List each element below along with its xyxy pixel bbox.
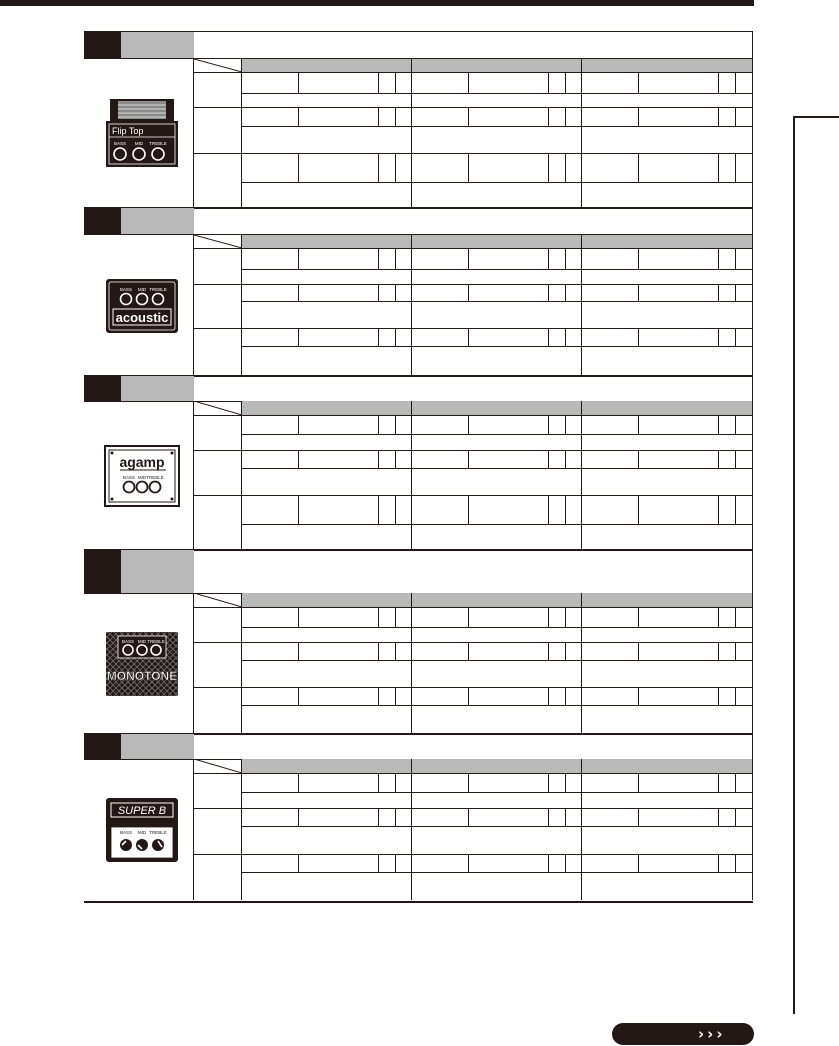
value-cell-divider	[718, 808, 719, 826]
value-cell-divider	[468, 773, 469, 792]
value-cell-divider	[378, 854, 379, 872]
amp-thumbnail	[104, 440, 180, 512]
value-cell-divider	[548, 328, 549, 346]
value-cell-group	[411, 72, 581, 93]
value-cell-divider	[378, 687, 379, 705]
value-cell-group	[411, 773, 581, 792]
row-label-column	[193, 759, 242, 900]
value-cell-divider	[735, 107, 736, 126]
amp-logo-text: acoustic	[115, 310, 169, 325]
column-header-1	[242, 401, 411, 415]
next-page-button[interactable]	[612, 1023, 754, 1045]
value-cell-divider	[468, 107, 469, 126]
amp-section-agamp	[84, 376, 753, 550]
value-cell-group	[581, 284, 752, 301]
column-header-2	[412, 235, 581, 248]
value-cell-divider	[298, 607, 299, 627]
value-cell-divider	[638, 808, 639, 826]
value-cell-divider	[468, 642, 469, 660]
knob-label: MID	[137, 639, 147, 644]
value-cell-group	[581, 153, 752, 182]
knob-label: BASS	[122, 475, 136, 480]
value-cell-divider	[395, 808, 396, 826]
value-cell-divider	[735, 153, 736, 182]
value-cell-divider	[565, 284, 566, 301]
value-cell-divider	[735, 72, 736, 93]
value-cell-divider	[638, 284, 639, 301]
column-divider	[411, 59, 412, 208]
value-cell-group	[411, 248, 581, 269]
column-divider	[411, 593, 412, 734]
sub-row-rule	[241, 434, 753, 435]
value-cell-divider	[468, 153, 469, 182]
monotone-amp-thumbnail	[104, 628, 180, 700]
value-cell-group	[241, 153, 411, 182]
value-cell-divider	[395, 450, 396, 468]
section-header-field	[194, 208, 753, 234]
value-cell-divider	[468, 607, 469, 627]
knob-label: BASS	[113, 141, 127, 146]
section-name-tab	[121, 376, 194, 401]
value-cell-divider	[395, 495, 396, 524]
column-divider	[411, 759, 412, 900]
value-cell-divider	[298, 642, 299, 660]
value-cell-divider	[378, 72, 379, 93]
value-cell-divider	[548, 687, 549, 705]
value-cell-divider	[718, 607, 719, 627]
value-cell-group	[241, 687, 411, 705]
value-cell-group	[411, 284, 581, 301]
value-cell-divider	[735, 773, 736, 792]
value-cell-group	[411, 854, 581, 872]
amp-logo-text: MONOTONE	[106, 669, 178, 683]
value-cell-divider	[735, 607, 736, 627]
value-cell-divider	[395, 248, 396, 269]
value-cell-divider	[565, 248, 566, 269]
value-cell-divider	[735, 854, 736, 872]
value-cell-group	[411, 607, 581, 627]
value-cell-divider	[468, 808, 469, 826]
sub-row-rule	[241, 301, 753, 302]
value-cell-divider	[565, 687, 566, 705]
value-cell-group	[241, 607, 411, 627]
fliptop-amp-thumbnail	[104, 97, 180, 169]
table-right-border	[752, 550, 753, 734]
sub-row-rule	[241, 705, 753, 706]
value-cell-divider	[565, 450, 566, 468]
value-cell-divider	[718, 284, 719, 301]
value-cell-divider	[565, 642, 566, 660]
value-cell-divider	[298, 284, 299, 301]
section-name-tab	[121, 32, 194, 58]
column-divider	[241, 235, 242, 376]
value-cell-group	[241, 450, 411, 468]
value-cell-divider	[468, 328, 469, 346]
value-cell-divider	[735, 808, 736, 826]
sub-row-rule	[241, 792, 753, 793]
value-cell-divider	[395, 415, 396, 434]
table-right-border	[752, 734, 753, 900]
table-right-border	[752, 376, 753, 550]
value-cell-group	[411, 107, 581, 126]
knob-label: MID	[137, 830, 147, 835]
value-cell-group	[581, 854, 752, 872]
sub-row-rule	[241, 660, 753, 661]
value-cell-divider	[548, 773, 549, 792]
value-cell-divider	[565, 328, 566, 346]
amp-section-superb	[84, 734, 753, 900]
row-label-column	[193, 593, 242, 734]
value-cell-divider	[638, 642, 639, 660]
value-cell-divider	[378, 248, 379, 269]
value-cell-divider	[638, 450, 639, 468]
value-cell-divider	[718, 153, 719, 182]
amp-logo-text: SUPER B	[117, 805, 167, 817]
value-cell-divider	[718, 687, 719, 705]
row-label-column	[193, 59, 242, 208]
column-header-1	[242, 235, 411, 248]
value-cell-divider	[565, 607, 566, 627]
value-cell-group	[411, 328, 581, 346]
value-cell-group	[581, 415, 752, 434]
amp-parameter-table	[84, 31, 753, 903]
value-cell-divider	[638, 607, 639, 627]
sub-row-rule	[241, 524, 753, 525]
sub-row-rule	[241, 182, 753, 183]
value-cell-divider	[735, 687, 736, 705]
value-cell-group	[411, 687, 581, 705]
section-header	[84, 550, 753, 594]
value-cell-divider	[395, 72, 396, 93]
value-cell-group	[411, 450, 581, 468]
knob-label: TREBLE	[149, 141, 167, 146]
value-cell-divider	[638, 107, 639, 126]
value-cell-group	[241, 415, 411, 434]
value-cell-divider	[378, 450, 379, 468]
side-rule	[793, 116, 795, 1014]
value-cell-group	[241, 642, 411, 660]
row-label-column	[193, 235, 242, 376]
value-cell-divider	[468, 854, 469, 872]
value-cell-divider	[468, 450, 469, 468]
value-cell-group	[411, 808, 581, 826]
value-cell-divider	[735, 415, 736, 434]
column-divider	[581, 759, 582, 900]
agamp-amp-thumbnail	[104, 440, 180, 512]
column-divider	[241, 401, 242, 550]
section-number-tab	[84, 734, 121, 759]
value-cell-divider	[395, 107, 396, 126]
acoustic-amp-thumbnail	[104, 269, 180, 341]
value-cell-group	[241, 854, 411, 872]
value-cell-divider	[298, 854, 299, 872]
value-cell-group	[241, 773, 411, 792]
column-header-1	[242, 759, 411, 773]
value-cell-divider	[378, 773, 379, 792]
value-cell-group	[581, 642, 752, 660]
value-cell-divider	[718, 495, 719, 524]
table-right-border	[752, 32, 753, 208]
value-cell-divider	[565, 72, 566, 93]
section-name-tab	[121, 734, 194, 759]
section-number-tab	[84, 32, 121, 58]
value-cell-divider	[395, 854, 396, 872]
value-cell-group	[581, 773, 752, 792]
value-cell-divider	[565, 773, 566, 792]
amp-thumbnail	[104, 269, 180, 341]
value-cell-divider	[378, 808, 379, 826]
value-cell-divider	[298, 72, 299, 93]
column-divider	[241, 593, 242, 734]
value-cell-divider	[565, 107, 566, 126]
value-cell-divider	[548, 72, 549, 93]
value-cell-group	[241, 72, 411, 93]
section-header-field	[194, 32, 753, 58]
amp-logo-text: agamp	[119, 454, 165, 470]
value-cell-divider	[548, 495, 549, 524]
value-cell-group	[581, 808, 752, 826]
superb-amp-thumbnail	[104, 794, 180, 866]
section-number-tab	[84, 376, 121, 401]
top-rule	[0, 0, 754, 6]
column-header-1	[242, 59, 411, 72]
column-header-3	[582, 593, 752, 607]
value-cell-group	[411, 415, 581, 434]
value-cell-divider	[718, 415, 719, 434]
value-cell-divider	[468, 415, 469, 434]
value-cell-divider	[468, 687, 469, 705]
value-cell-divider	[548, 415, 549, 434]
value-cell-divider	[395, 153, 396, 182]
column-divider	[581, 593, 582, 734]
next-arrows-icon: ›››	[698, 1025, 726, 1043]
value-cell-divider	[718, 107, 719, 126]
value-cell-divider	[565, 153, 566, 182]
column-divider	[581, 401, 582, 550]
knob-label: BASS	[119, 287, 133, 292]
value-cell-divider	[735, 495, 736, 524]
value-cell-divider	[378, 328, 379, 346]
value-cell-divider	[468, 284, 469, 301]
section-header-field	[194, 550, 753, 593]
column-divider	[581, 59, 582, 208]
value-cell-group	[581, 72, 752, 93]
value-cell-group	[581, 607, 752, 627]
value-cell-divider	[548, 854, 549, 872]
value-cell-divider	[298, 687, 299, 705]
value-cell-divider	[548, 107, 549, 126]
column-header-2	[412, 401, 581, 415]
value-cell-divider	[718, 854, 719, 872]
knob-label: MID	[137, 475, 147, 480]
amp-section-acoustic	[84, 208, 753, 376]
sub-row-rule	[241, 872, 753, 873]
value-cell-group	[241, 495, 411, 524]
value-cell-divider	[638, 248, 639, 269]
value-cell-divider	[298, 773, 299, 792]
value-cell-group	[411, 495, 581, 524]
value-cell-divider	[298, 107, 299, 126]
amp-thumbnail	[104, 97, 180, 169]
knob-label: BASS	[119, 830, 133, 835]
knob-label: TREBLE	[147, 639, 165, 644]
column-header-3	[582, 759, 752, 773]
column-divider	[241, 759, 242, 900]
value-cell-divider	[468, 72, 469, 93]
amp-thumbnail	[104, 794, 180, 866]
value-cell-divider	[395, 607, 396, 627]
knob-label: TREBLE	[149, 830, 167, 835]
column-divider	[581, 235, 582, 376]
section-header	[84, 376, 753, 402]
value-cell-divider	[378, 642, 379, 660]
column-header-3	[582, 235, 752, 248]
column-header-2	[412, 59, 581, 72]
sub-row-rule	[241, 627, 753, 628]
value-cell-group	[241, 248, 411, 269]
column-header-3	[582, 59, 752, 72]
sub-row-rule	[241, 826, 753, 827]
knob-label: MID	[134, 141, 144, 146]
value-cell-divider	[298, 808, 299, 826]
value-cell-group	[581, 107, 752, 126]
value-cell-divider	[378, 607, 379, 627]
value-cell-divider	[638, 72, 639, 93]
value-cell-divider	[378, 107, 379, 126]
sub-row-rule	[241, 93, 753, 94]
value-cell-group	[581, 495, 752, 524]
value-cell-divider	[298, 415, 299, 434]
value-cell-divider	[735, 328, 736, 346]
amp-thumbnail	[104, 628, 180, 700]
section-header	[84, 734, 753, 760]
value-cell-divider	[638, 415, 639, 434]
column-divider	[411, 235, 412, 376]
value-cell-divider	[395, 284, 396, 301]
value-cell-divider	[638, 495, 639, 524]
column-header-3	[582, 401, 752, 415]
section-number-tab	[84, 208, 121, 234]
value-cell-divider	[395, 687, 396, 705]
value-cell-divider	[298, 153, 299, 182]
value-cell-divider	[378, 284, 379, 301]
value-cell-group	[241, 808, 411, 826]
value-cell-divider	[298, 248, 299, 269]
section-header-field	[194, 734, 753, 759]
value-cell-divider	[718, 773, 719, 792]
value-cell-divider	[548, 808, 549, 826]
side-tick	[793, 116, 839, 118]
value-cell-divider	[378, 495, 379, 524]
value-cell-divider	[468, 248, 469, 269]
row-label-column	[193, 401, 242, 550]
section-header	[84, 208, 753, 235]
value-cell-divider	[395, 328, 396, 346]
value-cell-divider	[718, 328, 719, 346]
value-cell-group	[581, 687, 752, 705]
value-cell-divider	[638, 773, 639, 792]
sub-row-rule	[241, 468, 753, 469]
value-cell-group	[411, 153, 581, 182]
value-cell-divider	[638, 153, 639, 182]
value-cell-divider	[718, 450, 719, 468]
sub-row-rule	[241, 346, 753, 347]
sub-row-rule	[241, 126, 753, 127]
section-header-field	[194, 376, 753, 401]
value-cell-divider	[548, 607, 549, 627]
value-cell-divider	[565, 854, 566, 872]
section-number-tab	[84, 550, 121, 593]
column-header-1	[242, 593, 411, 607]
value-cell-divider	[718, 248, 719, 269]
value-cell-divider	[735, 284, 736, 301]
column-header-2	[412, 593, 581, 607]
value-cell-divider	[565, 415, 566, 434]
knob-label: BASS	[121, 639, 135, 644]
value-cell-divider	[638, 854, 639, 872]
value-cell-group	[411, 642, 581, 660]
value-cell-divider	[718, 642, 719, 660]
section-name-tab	[121, 208, 194, 234]
value-cell-divider	[468, 495, 469, 524]
value-cell-divider	[638, 687, 639, 705]
column-header-2	[412, 759, 581, 773]
knob-label: TREBLE	[146, 475, 164, 480]
value-cell-divider	[548, 450, 549, 468]
value-cell-divider	[378, 153, 379, 182]
value-cell-group	[581, 328, 752, 346]
value-cell-divider	[298, 328, 299, 346]
value-cell-divider	[548, 153, 549, 182]
value-cell-group	[581, 248, 752, 269]
sub-row-rule	[241, 269, 753, 270]
value-cell-divider	[298, 495, 299, 524]
value-cell-divider	[718, 72, 719, 93]
value-cell-divider	[565, 495, 566, 524]
value-cell-divider	[548, 642, 549, 660]
value-cell-divider	[638, 328, 639, 346]
amp-logo-text: Flip Top	[112, 126, 144, 136]
knob-label: TREBLE	[149, 287, 167, 292]
value-cell-group	[241, 107, 411, 126]
value-cell-divider	[395, 773, 396, 792]
value-cell-divider	[565, 808, 566, 826]
value-cell-divider	[298, 450, 299, 468]
amp-section-fliptop	[84, 32, 753, 208]
value-cell-group	[241, 328, 411, 346]
section-name-tab	[121, 550, 194, 593]
section-header	[84, 32, 753, 59]
value-cell-divider	[395, 642, 396, 660]
value-cell-divider	[548, 248, 549, 269]
value-cell-divider	[735, 248, 736, 269]
knob-label: MID	[137, 287, 147, 292]
column-divider	[241, 59, 242, 208]
value-cell-divider	[378, 415, 379, 434]
value-cell-divider	[735, 642, 736, 660]
amp-section-monotone	[84, 550, 753, 734]
table-right-border	[752, 208, 753, 376]
value-cell-group	[241, 284, 411, 301]
value-cell-divider	[548, 284, 549, 301]
value-cell-divider	[735, 450, 736, 468]
value-cell-group	[581, 450, 752, 468]
column-divider	[411, 401, 412, 550]
